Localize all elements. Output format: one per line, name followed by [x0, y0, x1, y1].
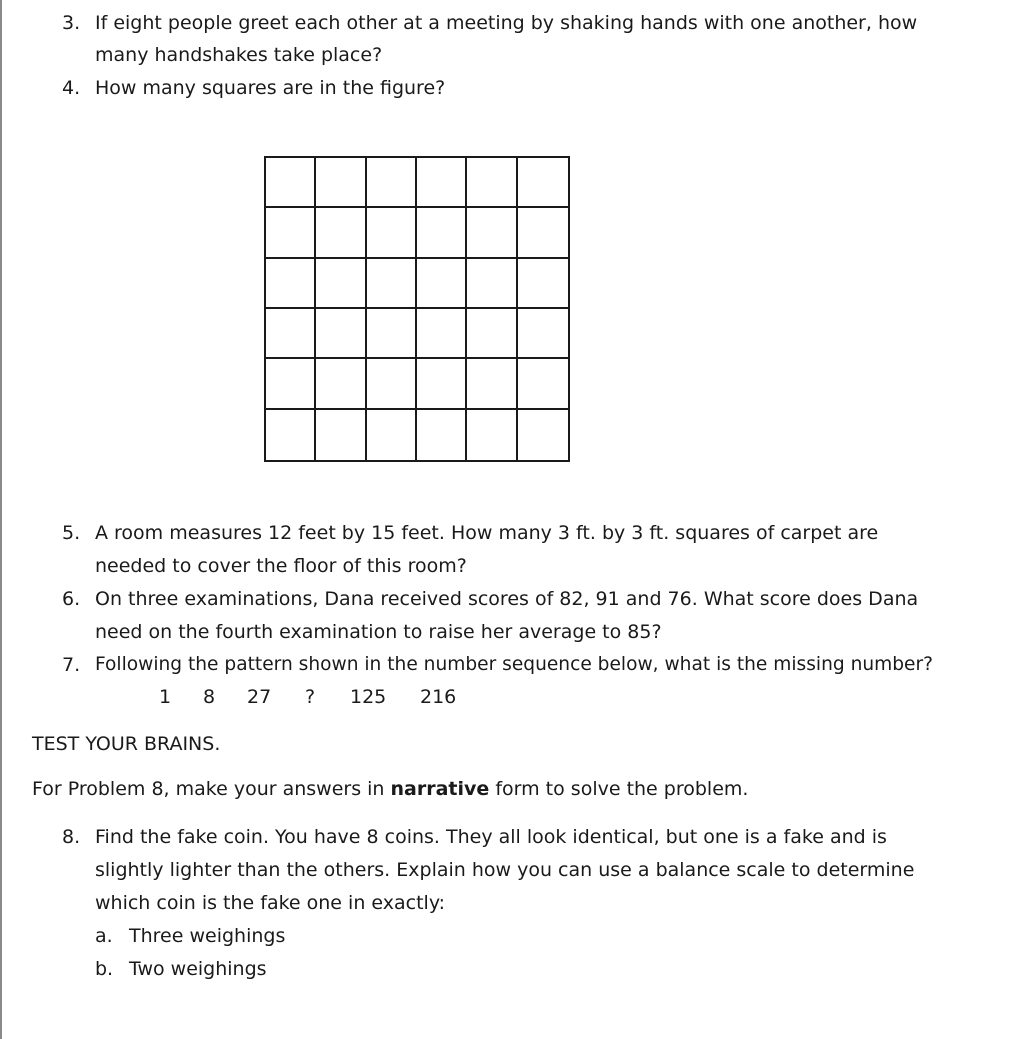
grid-cell	[467, 309, 517, 359]
sequence-item: 27	[247, 686, 272, 708]
sequence-missing-item: ?	[305, 686, 316, 708]
question-4-line-1: How many squares are in the figure?	[95, 77, 446, 99]
question-6-line-1: On three examinations, Dana received scores of 82, 91 and 76. What score does Dana	[95, 588, 919, 610]
grid-cell	[367, 410, 417, 460]
sequence-item: 125	[350, 686, 387, 708]
problem-8-instruction	[32, 776, 748, 802]
question-6-number: 6.	[62, 588, 81, 610]
question-3-number: 3.	[62, 12, 81, 34]
question-3-line-2: many handshakes take place?	[95, 44, 383, 66]
sequence-item: 216	[420, 686, 457, 708]
grid-cell	[518, 410, 568, 460]
squares-grid-figure	[264, 156, 570, 462]
grid-cell	[266, 208, 316, 258]
grid-cell	[518, 208, 568, 258]
grid-cell	[518, 309, 568, 359]
grid-cell	[266, 259, 316, 309]
grid-cell	[518, 158, 568, 208]
question-4-number: 4.	[62, 77, 81, 99]
option-b-text: Two weighings	[129, 958, 267, 980]
question-3-line-1: If eight people greet each other at a meeting by shaking hands with one another, how	[95, 12, 918, 34]
grid-cell	[367, 158, 417, 208]
instruction-text-after: form to solve the problem.	[489, 778, 749, 800]
grid-cell	[518, 259, 568, 309]
question-5-line-2: needed to cover the floor of this room?	[95, 555, 467, 577]
grid-cell	[417, 259, 467, 309]
grid-cell	[367, 259, 417, 309]
question-5-number: 5.	[62, 522, 81, 544]
grid-cell	[266, 359, 316, 409]
grid-cell	[467, 158, 517, 208]
question-8-line-1: Find the fake coin. You have 8 coins. They all look identical, but one is a fake and is	[95, 826, 887, 848]
grid-cell	[367, 359, 417, 409]
grid-cell	[467, 259, 517, 309]
sequence-item: 1	[159, 686, 172, 708]
option-a-letter: a.	[95, 925, 113, 947]
question-8-line-3: which coin is the fake one in exactly:	[95, 892, 446, 914]
grid-cell	[417, 158, 467, 208]
sequence-item: 8	[203, 686, 216, 708]
grid-cell	[417, 410, 467, 460]
question-7-number: 7.	[62, 654, 81, 676]
grid-cell	[518, 359, 568, 409]
grid-cell	[316, 208, 366, 258]
grid-cell	[266, 309, 316, 359]
grid-cell	[417, 309, 467, 359]
grid-cell	[467, 410, 517, 460]
grid-cell	[316, 309, 366, 359]
option-a-text: Three weighings	[129, 925, 286, 947]
question-5-line-1: A room measures 12 feet by 15 feet. How many 3 ft. by 3 ft. squares of carpet are	[95, 522, 879, 544]
question-7-line-1: Following the pattern shown in the number sequence below, what is the missing number?	[95, 654, 934, 675]
grid-cell	[417, 208, 467, 258]
grid-cell	[316, 359, 366, 409]
grid-cell	[467, 208, 517, 258]
question-8-line-2: slightly lighter than the others. Explain how you can use a balance scale to determine	[95, 859, 915, 881]
grid-cell	[316, 158, 366, 208]
question-8-number: 8.	[62, 826, 81, 848]
grid-cell	[467, 359, 517, 409]
grid-cell	[316, 259, 366, 309]
grid-cell	[266, 158, 316, 208]
option-b-letter: b.	[95, 958, 114, 980]
grid-cell	[266, 410, 316, 460]
section-heading: TEST YOUR BRAINS.	[32, 733, 221, 755]
grid-cell	[316, 410, 366, 460]
grid-cell	[417, 359, 467, 409]
grid-cell	[367, 309, 417, 359]
instruction-text-before: For Problem 8, make your answers in	[32, 778, 391, 800]
instruction-emphasis: narrative	[390, 778, 490, 800]
grid-cell	[367, 208, 417, 258]
question-6-line-2: need on the fourth examination to raise her average to 85?	[95, 621, 662, 643]
